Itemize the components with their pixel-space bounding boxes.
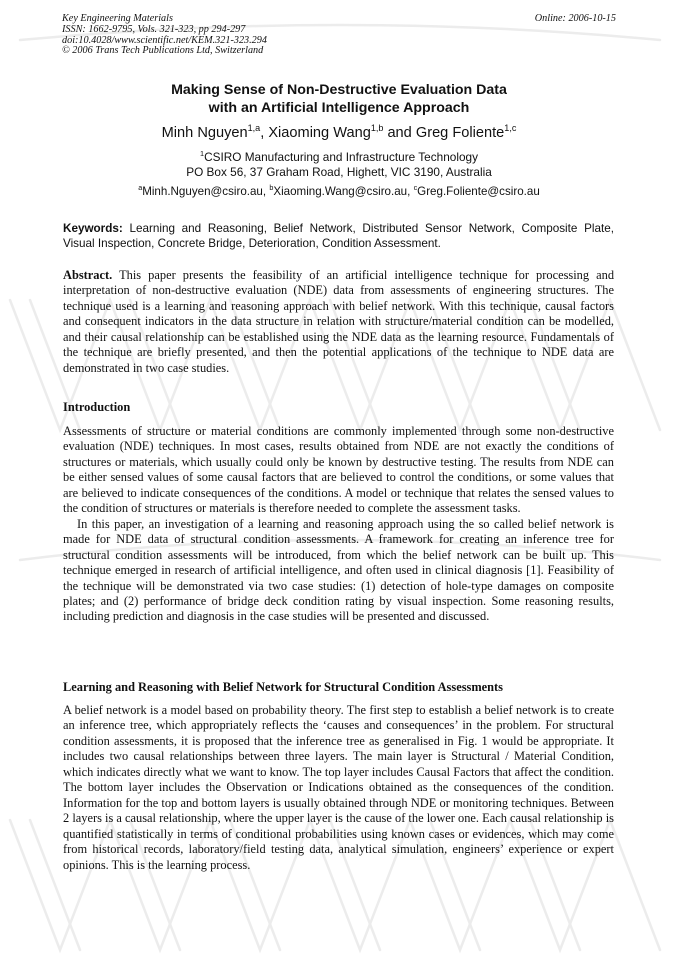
author-affil-mark: 1,c bbox=[504, 123, 517, 134]
keywords-text: Learning and Reasoning, Belief Network, Distributed Sensor Network, Composite Plate, Visual Inspection, Concrete Bridge, Deterioration, Condition Assessment. bbox=[63, 222, 614, 250]
abstract bbox=[63, 268, 614, 376]
keywords bbox=[63, 221, 614, 251]
affiliation-line-2: PO Box 56, 37 Graham Road, Highett, VIC 3190, Australia bbox=[186, 165, 492, 179]
email-mark: a bbox=[138, 183, 143, 193]
author-name: Minh Nguyen bbox=[161, 125, 248, 141]
paper-title bbox=[62, 81, 616, 117]
author-separator: and bbox=[383, 125, 416, 141]
affiliation-mark: 1 bbox=[200, 149, 205, 159]
journal-name: Key Engineering Materials bbox=[62, 13, 173, 24]
affiliation bbox=[62, 150, 616, 180]
email-link[interactable]: Xiaoming.Wang@csiro.au bbox=[273, 185, 408, 198]
section-heading-belief-network: Learning and Reasoning with Belief Network for Structural Condition Assessments bbox=[63, 680, 503, 694]
abstract-text: This paper presents the feasibility of an artificial intelligence technique for processing and interpretation of non-destructive evaluation (NDE) data from assessments of engineering structures. The technique used is a learning and reasoning approach with belief network. With this technique, causal factors and consequent indicators in the data structure in relation with structure/material condition can be modelled, and their causal relationship can be established using the NDE data as the learning resource. Fundamentals of the technique are briefly presented, and then the potential applications of the technique to NDE data are demonstrated in two case studies. bbox=[63, 268, 615, 375]
email-separator: , bbox=[262, 185, 270, 198]
affiliation-line-1: CSIRO Manufacturing and Infrastructure Technology bbox=[204, 150, 478, 164]
abstract-label: Abstract. bbox=[63, 268, 113, 282]
keywords-label: Keywords: bbox=[63, 222, 123, 235]
author-name: Xiaoming Wang bbox=[268, 125, 371, 141]
copyright-line: © 2006 Trans Tech Publications Ltd, Switzerland bbox=[62, 45, 264, 57]
author-affil-mark: 1,a bbox=[247, 123, 261, 134]
email-link[interactable]: Greg.Foliente@csiro.au bbox=[417, 185, 540, 198]
section-body bbox=[63, 703, 614, 873]
author-name: Greg Foliente bbox=[415, 125, 505, 141]
doi-line: doi:10.4028/www.scientific.net/KEM.321-323.294 bbox=[62, 34, 267, 46]
email-link[interactable]: Minh.Nguyen@csiro.au bbox=[142, 185, 263, 198]
introduction-body bbox=[63, 424, 614, 625]
paragraph: A belief network is a model based on probability theory. The first step to establish a belief network is to create an inference tree, which appropriately reflects the ‘causes and consequences’ in the problem. For structural condition assessments, it is proposed that the inference tree as generalised in Fig. 1 would be appropriate. It includes two causal relationships between three layers. The main layer is Structural / Material Condition, which indicates directly what we want to know. The top layer includes Causal Factors that affect the condition. The bottom layer includes the Observation or Indications obtained as the consequences of the condition. Information for the top and bottom layers is usually obtained through NDE or monitoring techniques. Between 2 layers is a causal relationship, where the upper layer is the cause of the lower one. Each causal relationship is quantified statistically in terms of conditional probabilities using known cases or evidences, which may come from historical records, laboratory/field testing data, analytical simulation, engineers’ experience or expert opinions. This is the learning process. bbox=[63, 703, 614, 872]
title-line-1: Making Sense of Non-Destructive Evaluation Data bbox=[171, 82, 507, 98]
author-separator: , bbox=[260, 125, 269, 141]
paragraph: Assessments of structure or material conditions are commonly implemented through some non-destructive evaluation (NDE) techniques. In most cases, results obtained from NDE are not exactly the conditions of structures or materials, which usually could only be known by destructive testing. The results from NDE can be either sensed values of some causal factors that are believed to control the conditions, or some values that are believed to indicate consequences of the conditions. A model or technique that relates the sensed values to the condition of structures or materials is therefore needed to complete the assessment tasks. bbox=[63, 424, 614, 516]
online-date: Online: 2006-10-15 bbox=[534, 13, 616, 24]
title-line-2: with an Artificial Intelligence Approach bbox=[208, 100, 470, 116]
journal-header bbox=[62, 14, 616, 57]
email-separator: , bbox=[407, 185, 414, 198]
issn-line: ISSN: 1662-9795, Vols. 321-323, pp 294-297 bbox=[62, 23, 246, 35]
email-mark: b bbox=[269, 183, 274, 193]
email-mark: c bbox=[413, 183, 418, 193]
author-list bbox=[62, 124, 616, 142]
paragraph: In this paper, an investigation of a learning and reasoning approach using the so called belief network is made for NDE data of structural condition assessments. A framework for creating an inference tree for structural condition assessments will be introduced, from which the belief network can be built up. This technique emerged in research of artificial intelligence, and often used in clinical diagnosis [1]. Feasibility of the technique will be demonstrated via two case studies: (1) detection of hole-type damages on composite plates; and (2) performance of bridge deck condition rating by visual inspection. Some reasoning results, including prediction and diagnosis in the case studies will be presented and discussed. bbox=[63, 516, 614, 624]
section-heading-introduction: Introduction bbox=[63, 400, 131, 414]
author-affil-mark: 1,b bbox=[370, 123, 384, 134]
author-emails bbox=[62, 184, 616, 199]
